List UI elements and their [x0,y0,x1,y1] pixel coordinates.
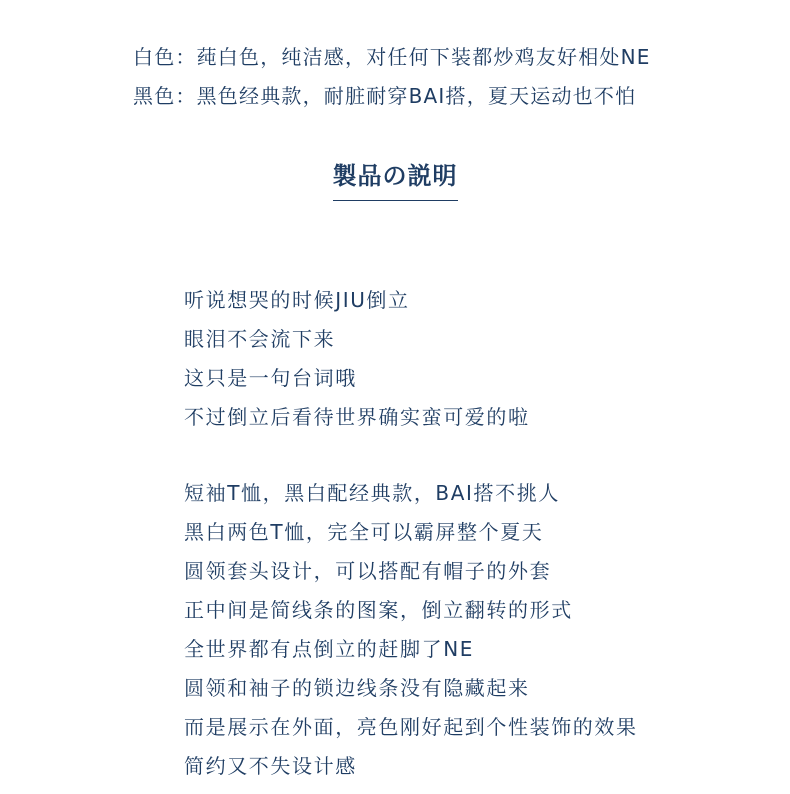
poem-line: 听说想哭的时候JIU倒立 [184,288,410,312]
section-heading [0,158,790,201]
description-line: 黑白两色T恤，完全可以霸屏整个夏天 [184,520,544,544]
description-line: 简约又不失设计感 [184,754,357,778]
color-options-notes [133,38,651,116]
white-color-note: 白色：莼白色，纯洁感，对任何下装都炒鸡友好相处NE [133,45,651,69]
description-line: 圆领和袖子的锁边线条没有隐藏起来 [184,676,530,700]
poem-line: 眼泪不会流下来 [184,327,336,351]
description-line: 而是展示在外面，亮色刚好起到个性装饰的效果 [184,715,638,739]
description-line: 全世界都有点倒立的赶脚了NE [184,637,474,661]
product-description-title: 製品の説明 [333,158,458,201]
poem-line: 不过倒立后看待世界确实蛮可爱的啦 [184,405,530,429]
poem-line: 这只是一句台词哦 [184,366,357,390]
intro-poem [184,281,530,437]
black-color-note: 黑色：黑色经典款，耐脏耐穿BAI搭，夏天运动也不怕 [133,84,637,108]
description-line: 正中间是简线条的图案，倒立翻转的形式 [184,598,573,622]
description-line: 圆领套头设计，可以搭配有帽子的外套 [184,559,552,583]
description-line: 短袖T恤，黑白配经典款，BAI搭不挑人 [184,481,560,505]
product-description [184,474,638,786]
